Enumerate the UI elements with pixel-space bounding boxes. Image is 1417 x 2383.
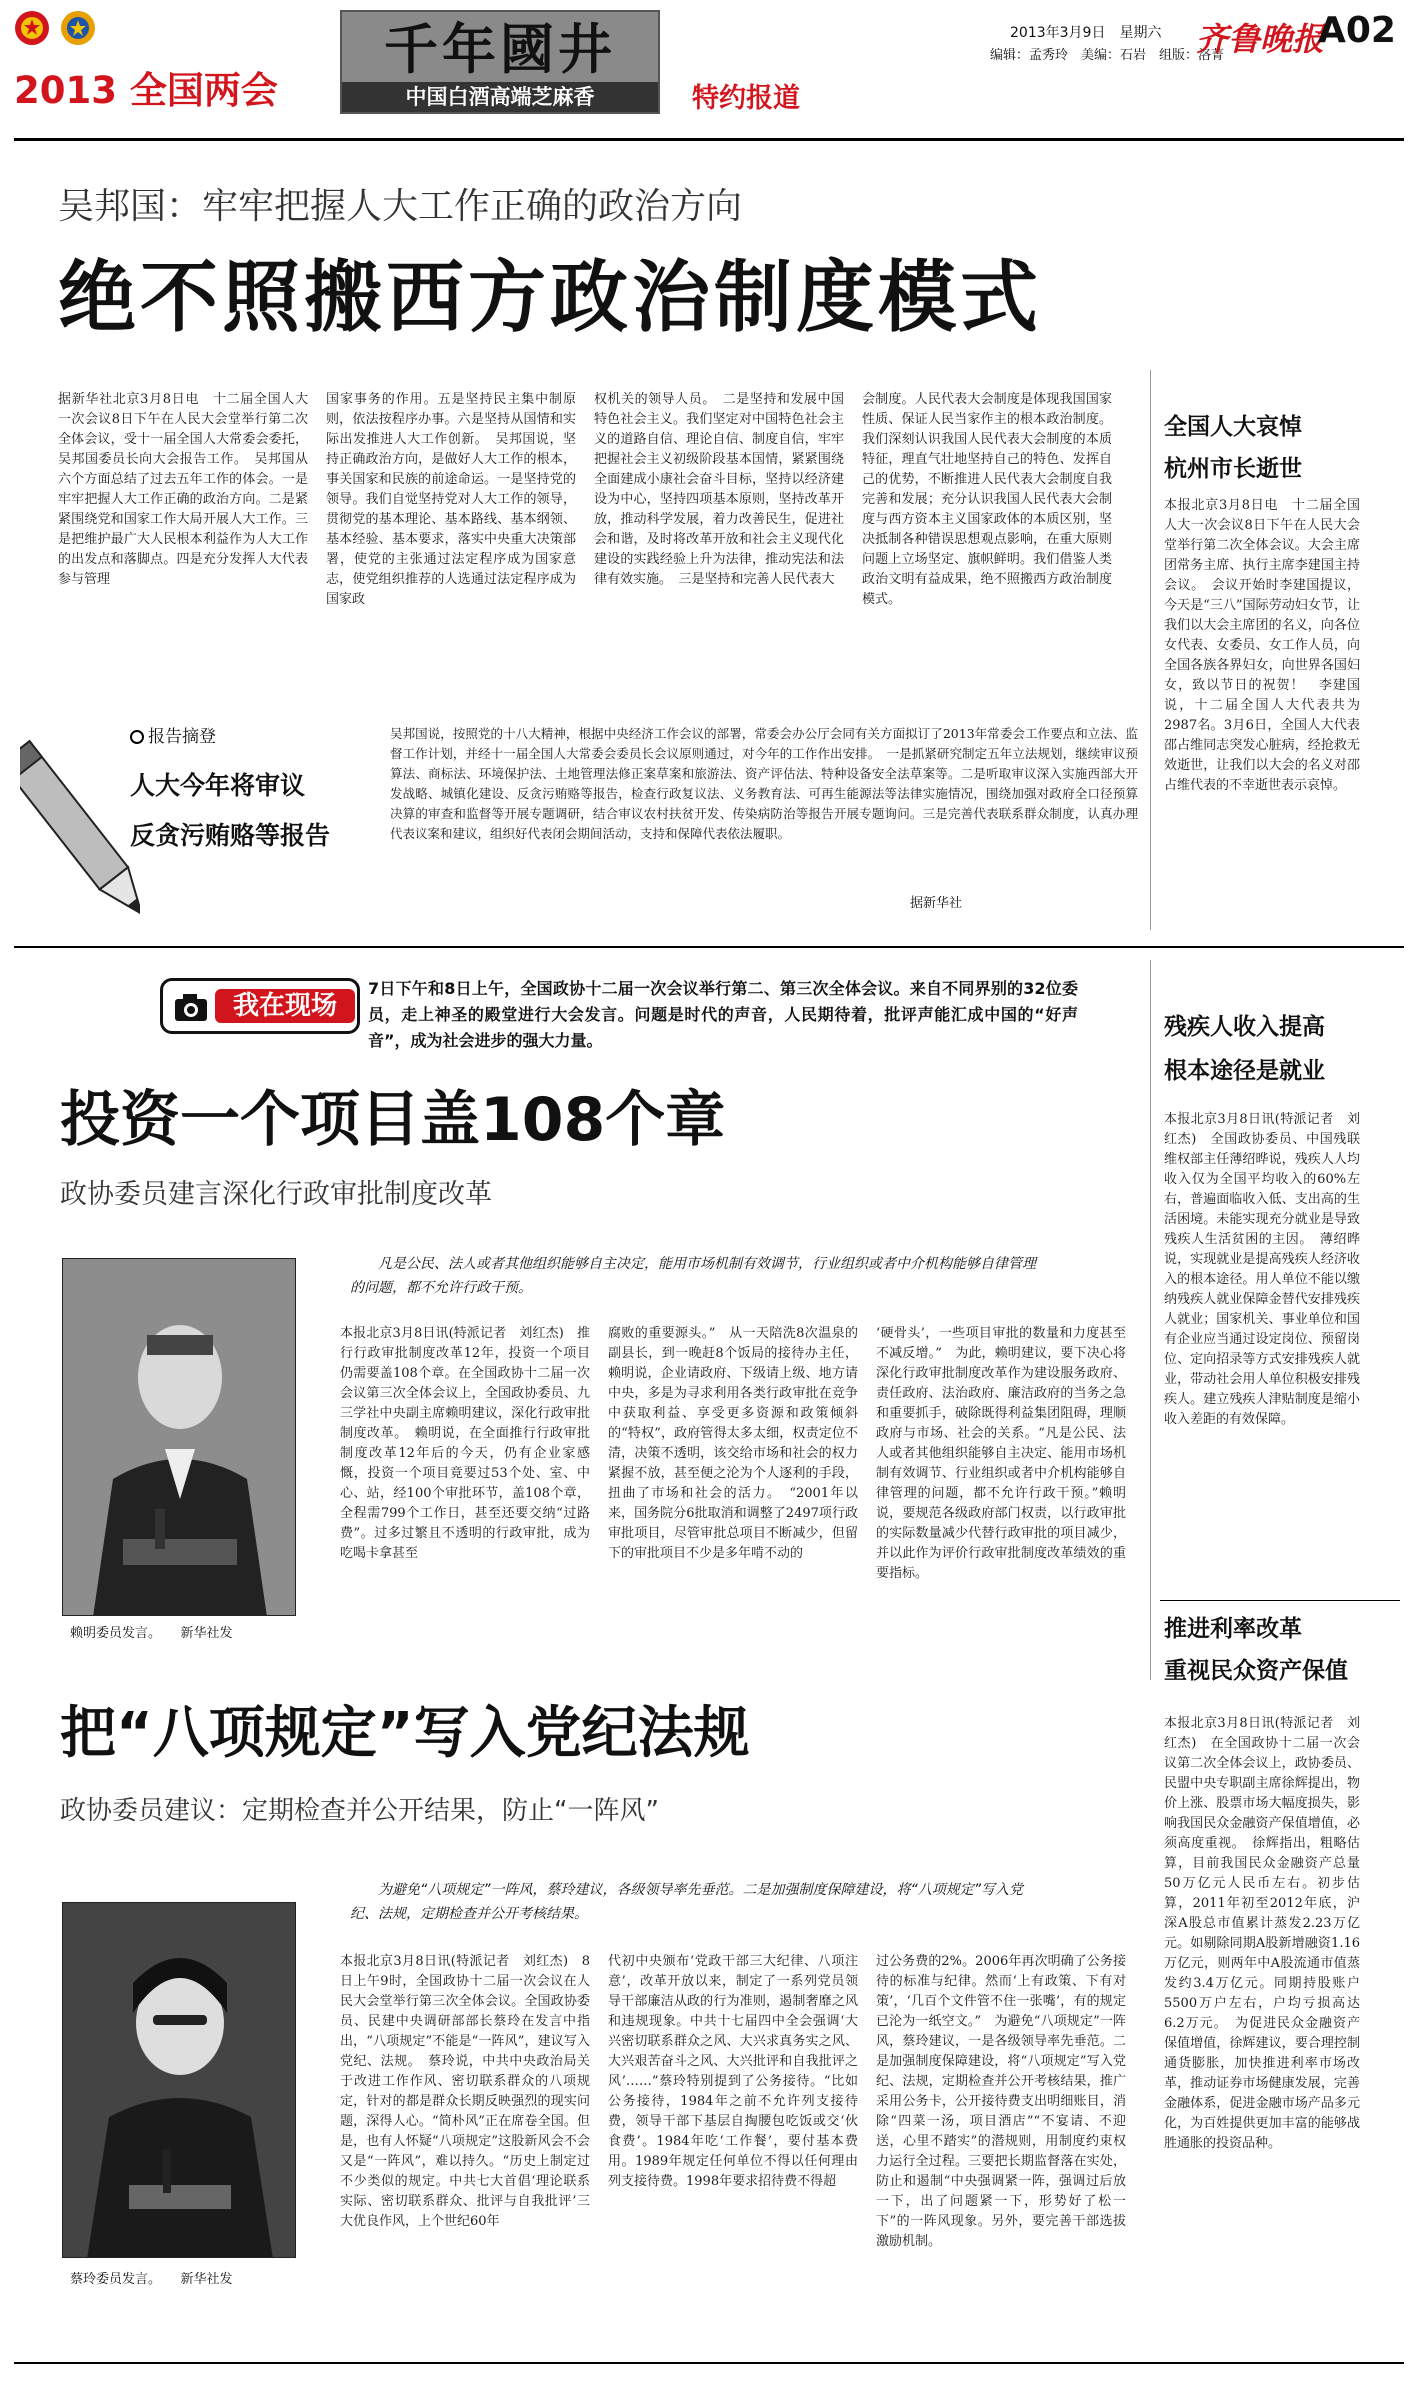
summary-source: 据新华社 <box>910 896 963 911</box>
scene-badge-label: 我在现场 <box>215 989 355 1023</box>
article2-col3: ‘硬骨头’，一些项目审批的数量和力度甚至不减反增。” 为此，赖明建议，要下决心将深化行政审批制度改革作为建设服务政府、责任政府、法治政府、廉洁政府的当务之急和重要抓手，破除既得利益集团阻碍，理顺政府与市场、社会的关系。“凡是公民、法人或者其他组织能够自主决定、能用市场机制有效调节、行业组织或者中介机构能够自律管理的问题，都不允许行政干预。”赖明说，要规范各级政府部门权责，以行政审批的实际数量减少代替行政审批的项目减少，并以此作为评价行政审批制度改革绩效的重要指标。 <box>876 1326 1126 1581</box>
article2-photo <box>62 1258 296 1616</box>
masthead <box>0 0 1417 120</box>
paper-name: 齐鲁晚报 <box>1196 20 1325 58</box>
summary-headline-1: 人大今年将审议 <box>130 771 306 800</box>
cppcc-emblem-icon <box>60 10 96 46</box>
article3-col1: 本报北京3月8日讯(特派记者 刘红杰) 8日上午9时，全国政协十二届一次会议在人民大会堂举行第三次全体会议。全国政协委员、民建中央调研部部长蔡玲在发言中指出，“八项规定”不能是“一阵风”，建议写入党纪、法规。 蔡玲说，中共中央政治局关于改进工作作风、密切联系群众的八项规定，针对的都是群众长期反映强烈的现实问题，深得人心。“简朴风”正在席卷全国。但是，也有人怀疑“八项规定”这股新风会不会又是“一阵风”，难以持久。“历史上制定过不少类似的规定。中共七大首倡‘理论联系实际、密切联系群众、批评与自我批评’三大优良作风，上个世纪60年 <box>340 1954 590 2229</box>
pencil-illustration <box>20 720 140 950</box>
summary-body: 吴邦国说，按照党的十八大精神，根据中央经济工作会议的部署，常委会办公厅会同有关方面拟订了2013年常委会工作要点和立法、监督工作计划，并经十一届全国人大常委会委员长会议原则通过，对今年的工作作出安排。 一是抓紧研究制定五年立法规划，继续审议预算法、商标法、环境保护法、土地管理法修正案草案和旅游法、资产评估法、特种设备安全法草案等。二是听取审议深入实施西部大开发战略、城镇化建设、反贪污贿赂等报告，检查行政复议法、义务教育法、可再生能源法等法律实施情况，围绕加强对政府全口径预算决算的审查和监督等开展专题调研，结合审议农村扶贫开发、传染病防治等报告开展专题询问。三是完善代表联系群众制度，认真办理代表议案和建议，组织好代表闭会期间活动，支持和保障代表依法履职。 <box>390 726 1138 841</box>
article2-headline: 投资一个项目盖108个章 <box>60 1085 726 1155</box>
scene-badge <box>160 978 360 1034</box>
sidebar1-body: 本报北京3月8日电 十二届全国人大一次会议8日下午在人民大会堂举行第二次全体会议。大会主席团常务主席、执行主席李建国主持会议。 会议开始时李建国提议，今天是“三八”国际劳动妇女节，让我们以大会主席团的名义，向各位女代表、女委员、女工作人员，向全国各族各界妇女，向世界各国妇女，致以节日的祝贺！ 李建国说，十二届全国人大代表共为2987名。3月6日，全国人大代表邵占维同志突发心脏病，经抢救无效逝世，让我们以大会的名义对邵占维代表的不幸逝世表示哀悼。 <box>1164 498 1360 793</box>
bottom-rule <box>14 2362 1404 2364</box>
article2-col1: 本报北京3月8日讯(特派记者 刘红杰) 推行行政审批制度改革12年，投资一个项目仍需要盖108个章。在全国政协十二届一次会议第三次全体会议上，全国政协委员、九三学社中央副主席赖明建议，深化行政审批制度改革。 赖明说，在全面推行行政审批制度改革12年后的今天，仍有企业家感慨，投资一个项目竟要过53个处、室、中心、站，经100个审批环节，盖108个章，全程需799个工作日，甚至还要交纳“过路费”。过多过繁且不透明的行政审批，成为吃喝卡拿甚至 <box>340 1326 590 1561</box>
article2-photo-caption: 赖明委员发言。 新华社发 <box>70 1626 233 1641</box>
sidebar1-headline-1: 全国人大哀悼 <box>1164 414 1302 440</box>
ad-title: 千年國井 <box>384 17 616 81</box>
sidebar2-headline-2: 根本途径是就业 <box>1164 1058 1325 1084</box>
article3-col3: 过公务费的2%。2006年再次明确了公务接待的标准与纪律。然而‘上有政策、下有对策’，‘几百个文件管不住一张嘴’，有的规定已沦为一纸空文。” 为避免“八项规定”一阵风，蔡玲建议，一是各级领导率先垂范。二是加强制度保障建设，将“八项规定”写入党纪、法规，定期检查并公开考核结果，推广采用公务卡，公开接待费支出明细账目，消除“四菜一汤，项目酒店”“不宴请、不迎送，心里不踏实”的潜规则，用制度约束权力运行全过程。三要把长期监督落在实处，防止和遏制“中央强调紧一阵，强调过后放一下，出了问题紧一下，形势好了松一下”的一阵风现象。另外，要完善干部选拔激励机制。 <box>876 1954 1126 2249</box>
section-rule-1 <box>14 946 1404 948</box>
issue-date: 2013年3月9日 星期六 <box>1010 25 1162 41</box>
section-title: 2013 全国两会 <box>14 69 278 112</box>
article3-headline: 把“八项规定”写入党纪法规 <box>60 1701 750 1766</box>
ad-subtitle: 中国白酒高端芝麻香 <box>342 82 658 112</box>
sidebar3-headline-2: 重视民众资产保值 <box>1164 1658 1348 1684</box>
article3-subhead: 政协委员建议：定期检查并公开结果，防止“一阵风” <box>60 1796 659 1826</box>
sidebar2-headline-1: 残疾人收入提高 <box>1164 1014 1325 1040</box>
article1-headline: 绝不照搬西方政治制度模式 <box>58 253 1043 343</box>
article3-col2: 代初中央颁布‘党政干部三大纪律、八项注意’，改革开放以来，制定了一系列党员领导干部廉洁从政的行为准则，遏制奢靡之风和违规现象。中共十七届四中全会强调‘大兴密切联系群众之风、大兴求真务实之风、大兴艰苦奋斗之风、大兴批评和自我批评之风’……”蔡玲特别提到了公务接待。“比如公务接待，1984年之前不允许列支接待费，领导干部下基层自掏腰包吃饭或交‘伙食费’。1984年吃‘工作餐’，要付基本费用。1989年规定任何单位不得以任何理由列支接待费。1998年要求招待费不得超 <box>608 1954 858 2189</box>
summary-label-text: 报告摘登 <box>148 727 216 747</box>
article2-subhead: 政协委员建言深化行政审批制度改革 <box>60 1179 492 1210</box>
sidebar3-body: 本报北京3月8日讯(特派记者 刘红杰) 在全国政协十二届一次会议第二次全体会议上，政协委员、民盟中央专职副主席徐辉提出，物价上涨、股票市场大幅度损失，影响我国民众金融资产保值增值，必须高度重视。 徐辉指出，粗略估算，目前我国民众金融资产总量50万亿元人民币左右。初步估算，2011年初至2012年底，沪深A股总市值累计蒸发2.23万亿元。如剔除同期A股新增融资1.16万亿元，则两年中A股流通市值蒸发约3.4万亿元。同期持股账户5500万户左右，户均亏损高达6.2万元。 为促进民众金融资产保值增值，徐辉建议，要合理控制通货膨胀，加快推进利率市场改革，推动证券市场健康发展，完善金融体系，促进金融市场产品多元化，为百姓提供更加丰富的能够战胜通胀的投资品种。 <box>1164 1716 1360 2151</box>
sidebar3-headline-1: 推进利率改革 <box>1164 1616 1302 1642</box>
summary-headline-2: 反贪污贿赂等报告 <box>130 821 331 850</box>
special-report-label: 特约报道 <box>692 83 800 114</box>
article1-col3: 权机关的领导人员。 二是坚持和发展中国特色社会主义。我们坚定对中国特色社会主义的道路自信、理论自信、制度自信，牢牢把握社会主义初级阶段基本国情，紧紧围绕全面建成小康社会奋斗目标，坚持以经济建设为中心，坚持四项基本原则，坚持改革开放，推动科学发展，着力改善民生，促进社会和谐，及时将改革开放和社会主义现代化建设的实践经验上升为法律，推动宪法和法律有效实施。 三是坚持和完善人民代表大 <box>594 392 844 587</box>
article1-col1: 据新华社北京3月8日电 十二届全国人大一次会议8日下午在人民大会堂举行第二次全体会议，受十一届全国人大常委会委托，吴邦国委员长向大会报告工作。 吴邦国从六个方面总结了过去五年工作的体会。一是牢牢把握人大工作正确的政治方向。二是紧紧围绕党和国家工作大局开展人大工作。三是把维护最广大人民根本利益作为人大工作的出发点和落脚点。四是充分发挥人大代表参与管理 <box>58 392 308 587</box>
sidebar2-body: 本报北京3月8日讯(特派记者 刘红杰) 全国政协委员、中国残联维权部主任薄绍晔说，残疾人人均收入仅为全国平均收入的60%左右，普遍面临收入低、支出高的生活困境。未能实现充分就业是导致残疾人生活贫困的主因。 薄绍晔说，实现就业是提高残疾人经济收入的根本途径。用人单位不能以缴纳残疾人就业保障金替代安排残疾人就业；国家机关、事业单位和国有企业应当通过设定岗位、预留岗位、定向招录等方式安排残疾人就业，带动社会用人单位积极安排残疾人。建立残疾人津贴制度是缩小收入差距的有效保障。 <box>1164 1112 1360 1427</box>
sidebar-rule <box>1160 1600 1400 1601</box>
article1-kicker: 吴邦国：牢牢把握人大工作正确的政治方向 <box>58 186 743 227</box>
scene-lead: 7日下午和8日上午，全国政协十二届一次会议举行第二、第三次全体会议。来自不同界别的32位委员，走上神圣的殿堂进行大会发言。问题是时代的声音，人民期待着，批评声能汇成中国的“好声音”，成为社会进步的强大力量。 <box>368 979 1078 1050</box>
summary-label <box>130 722 270 747</box>
page-number: A02 <box>1318 10 1396 51</box>
article1-col2: 国家事务的作用。五是坚持民主集中制原则，依法按程序办事。六是坚持从国情和实际出发推进人大工作创新。 吴邦国说，坚持正确政治方向，是做好人大工作的根本，事关国家和民族的前途命运。一是坚持党的领导。我们自觉坚持党对人大工作的领导，贯彻党的基本理论、基本路线、基本纲领、基本经验、基本要求，落实中央重大决策部署，使党的主张通过法定程序成为国家意志，使党组织推荐的人选通过法定程序成为国家政 <box>326 392 576 607</box>
national-emblem-icon <box>14 10 50 46</box>
summary-bullet-icon <box>130 730 144 744</box>
sidebar1-headline-2: 杭州市长逝世 <box>1164 456 1302 482</box>
sidebar-divider-2 <box>1150 960 1151 1680</box>
sidebar-divider <box>1150 370 1151 930</box>
sponsor-ad <box>340 10 660 114</box>
article3-photo <box>62 1902 296 2258</box>
editors-credit: 编辑：孟秀玲 美编：石岩 组版：洛菁 <box>990 48 1225 63</box>
article3-photo-caption: 蔡玲委员发言。 新华社发 <box>70 2272 233 2287</box>
camera-icon <box>173 989 209 1025</box>
article1-col4: 会制度。人民代表大会制度是体现我国国家性质、保证人民当家作主的根本政治制度。我们深刻认识我国人民代表大会制度的本质特征，理直气壮地坚持自己的特色、发挥自己的优势，不断推进人民代表大会制度自我完善和发展；充分认识我国人民代表大会制度与西方资本主义国家政体的本质区别，坚决抵制各种错误思想观点影响，在重大原则问题上立场坚定、旗帜鲜明。我们借鉴人类政治文明有益成果，绝不照搬西方政治制度模式。 <box>862 392 1112 607</box>
article2-quote: 凡是公民、法人或者其他组织能够自主决定，能用市场机制有效调节，行业组织或者中介机构能够自律管理的问题，都不允许行政干预。 <box>350 1256 1036 1296</box>
article2-col2: 腐败的重要源头。” 从一天陪洗8次温泉的副县长，到一晚赶8个饭局的接待办主任，赖明说，企业请政府、下级请上级、地方请中央，多是为寻求利用各类行政审批在竞争中获取利益、享受更多资源和政策倾斜的“特权”，政府管得太多太细，权责定位不清，决策不透明，该交给市场和社会的权力紧握不放，甚至便之沦为个人逐利的手段，扭曲了市场和社会的活力。 “2001年以来，国务院分6批取消和调整了2497项行政审批项目，尽管审批总项目不断减少，但留下的审批项目不少是多年啃不动的 <box>608 1326 858 1561</box>
masthead-rule <box>14 138 1404 141</box>
article3-quote: 为避免“八项规定”一阵风，蔡玲建议，各级领导率先垂范。二是加强制度保障建设，将“八项规定”写入党纪、法规，定期检查并公开考核结果。 <box>350 1882 1024 1922</box>
